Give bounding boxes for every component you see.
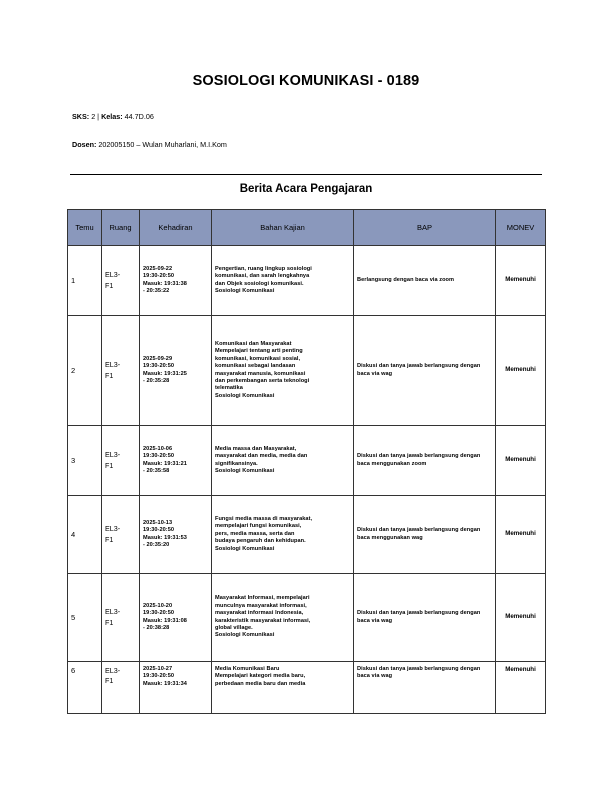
bahan-line: komunikasi sebagai landasan [215,363,296,370]
lecturer-line [72,140,227,149]
kehadiran-line: 19:30-20:50 [143,527,175,534]
kehadiran-line: 2025-10-06 [143,445,173,452]
bahan-line: dan Objek sosiologi komunikasi. [215,280,304,287]
cell-bahan-kajian [212,496,354,574]
cell-monev: Memenuhi [496,496,546,574]
bahan-line: Mempelajari kategori media baru, [215,673,306,680]
cell-bahan-kajian [212,246,354,316]
ruang-line: EL3- [105,524,121,534]
kehadiran-line: Masuk: 19:31:21 [143,460,187,467]
teaching-record-table [67,209,546,714]
table-row [68,574,546,662]
bahan-line: pers, media massa, serta dan [215,530,295,537]
section-title: Berita Acara Pengajaran [239,183,373,195]
bahan-line: signifikansinya. [215,460,258,467]
cell-bahan-kajian [212,574,354,662]
table-header-row [68,210,546,246]
kehadiran-line: - 20:35:58 [143,467,170,474]
bahan-line: komunikasi, dan sarah lengkahnya [215,273,310,280]
sks-value: 2 [91,112,96,121]
bahan-line: Mempelajari tentang arti penting [215,348,303,355]
cell-ruang [102,574,140,662]
bahan-line: Sosiologi Komunikasi [215,545,275,552]
ruang-line: F1 [105,370,114,380]
table-row [68,426,546,496]
bahan-line: Fungsi media massa di masyarakat, [215,516,313,523]
header-bahan-kajian: Bahan Kajian [212,210,354,246]
cell-temu: 2 [68,316,102,426]
ruang-line: EL3- [105,666,121,675]
sks-label: SKS: [72,112,90,121]
cell-ruang [102,316,140,426]
bahan-line: masyarakat dan media, media dan [215,453,308,460]
cell-bap [354,662,496,714]
kehadiran-line: - 20:35:28 [143,377,170,384]
cell-bap [354,426,496,496]
bahan-line: munculnya masyarakat informasi, [215,602,307,609]
kelas-value: 44.7D.06 [124,112,154,121]
header-ruang: Ruang [102,210,140,246]
cell-kehadiran [140,496,212,574]
header-bap: BAP [354,210,496,246]
cell-monev: Memenuhi [496,246,546,316]
ruang-line: F1 [105,676,114,686]
kehadiran-line: 19:30-20:50 [143,273,175,280]
course-title: SOSIOLOGI KOMUNIKASI - 0189 [192,73,420,89]
cell-monev: Memenuhi [496,316,546,426]
cell-temu: 6 [68,662,102,714]
cell-monev: Memenuhi [496,426,546,496]
bahan-line: masyarakat manusia, komunikasi [215,370,306,377]
cell-ruang [102,496,140,574]
kehadiran-line: 19:30-20:50 [143,673,175,680]
cell-kehadiran [140,662,212,714]
ruang-line: EL3- [105,270,121,280]
header-monev: MONEV [496,210,546,246]
cell-bap [354,496,496,574]
ruang-line: EL3- [105,607,121,617]
kehadiran-line: Masuk: 19:31:38 [143,280,187,287]
bap-text: Diskusi dan tanya jawab berlangsung dengan baca menggunakan wag [357,527,481,541]
cell-bahan-kajian [212,426,354,496]
bahan-line: masyarakat informasi Indonesia, [215,610,304,617]
kehadiran-line: 19:30-20:50 [143,610,175,617]
bahan-line: komunikasi, komunikasi sosial, [215,355,301,362]
ruang-line: F1 [105,460,114,470]
ruang-line: F1 [105,280,114,290]
ruang-line: EL3- [105,360,121,370]
cell-bahan-kajian [212,662,354,714]
table-row [68,662,546,714]
bahan-line: Pengertian, ruang lingkup sosiologi [215,265,312,272]
bahan-line: mempelajari fungsi komunikasi, [215,523,302,530]
kehadiran-line: - 20:35:22 [143,287,170,294]
bap-text: Berlangsung dengan baca via zoom [357,276,455,283]
bahan-line: Sosiologi Komunikasi [215,392,275,399]
cell-ruang [102,246,140,316]
kehadiran-line: 19:30-20:50 [143,363,175,370]
bahan-line: global village. [215,624,253,631]
kehadiran-line: 19:30-20:50 [143,453,175,460]
bap-text: Diskusi dan tanya jawab berlangsung dengan baca menggunakan zoom [357,453,481,467]
separator: | [95,112,102,121]
cell-kehadiran [140,426,212,496]
bahan-line: telematika [215,385,243,392]
header-kehadiran: Kehadiran [140,210,212,246]
table-row [68,496,546,574]
cell-monev: Memenuhi [496,662,546,714]
divider [70,174,542,175]
cell-bap [354,574,496,662]
ruang-line: EL3- [105,450,121,460]
ruang-line: F1 [105,617,114,627]
bahan-line: Masyarakat Informasi, mempelajari [215,595,310,602]
cell-temu: 5 [68,574,102,662]
kehadiran-line: Masuk: 19:31:34 [143,680,187,687]
kehadiran-line: Masuk: 19:31:08 [143,617,187,624]
cell-temu: 3 [68,426,102,496]
dosen-label: Dosen: [72,140,97,149]
bap-text: Diskusi dan tanya jawab berlangsung dengan baca via wag [357,666,481,680]
kehadiran-line: 2025-10-27 [143,666,173,672]
cell-bahan-kajian [212,316,354,426]
bahan-line: perbedaan media baru dan media [215,680,306,687]
kehadiran-line: 2025-10-13 [143,519,173,526]
bahan-line: budaya pengaruh dan kehidupan. [215,538,306,545]
table-row [68,246,546,316]
bahan-line: Komunikasi dan Masyarakat [215,341,292,347]
cell-ruang [102,426,140,496]
cell-bap [354,316,496,426]
cell-bap [354,246,496,316]
cell-monev: Memenuhi [496,574,546,662]
bahan-line: Media massa dan Masyarakat, [215,445,297,452]
kehadiran-line: Masuk: 19:31:25 [143,370,187,377]
bahan-line: Sosiologi Komunikasi [215,632,275,639]
kehadiran-line: 2025-09-29 [143,355,173,362]
bahan-line: dan perkembangan serta teknologi [215,377,310,384]
kelas-label: Kelas: [101,112,123,121]
cell-ruang [102,662,140,714]
cell-kehadiran [140,574,212,662]
ruang-line: F1 [105,534,114,544]
kehadiran-line: 2025-10-20 [143,602,173,609]
kehadiran-line: - 20:35:20 [143,541,170,548]
header-temu: Temu [68,210,102,246]
course-info-line [72,112,154,121]
cell-kehadiran [140,316,212,426]
bahan-line: Media Komunikasi Baru [215,666,280,672]
kehadiran-line: - 20:38:28 [143,624,170,631]
cell-temu: 1 [68,246,102,316]
cell-temu: 4 [68,496,102,574]
table-row [68,316,546,426]
cell-kehadiran [140,246,212,316]
bap-text: Diskusi dan tanya jawab berlangsung dengan baca via wag [357,610,481,624]
bahan-line: Sosiologi Komunikasi [215,287,275,294]
dosen-value: 202005150 – Wulan Muharlani, M.I.Kom [98,140,227,149]
bap-text: Diskusi dan tanya jawab berlangsung dengan baca via wag [357,363,481,377]
kehadiran-line: Masuk: 19:31:53 [143,534,187,541]
bahan-line: karakteristik masyarakat informasi, [215,617,311,624]
bahan-line: Sosiologi Komunikasi [215,467,275,474]
kehadiran-line: 2025-09-22 [143,265,173,272]
